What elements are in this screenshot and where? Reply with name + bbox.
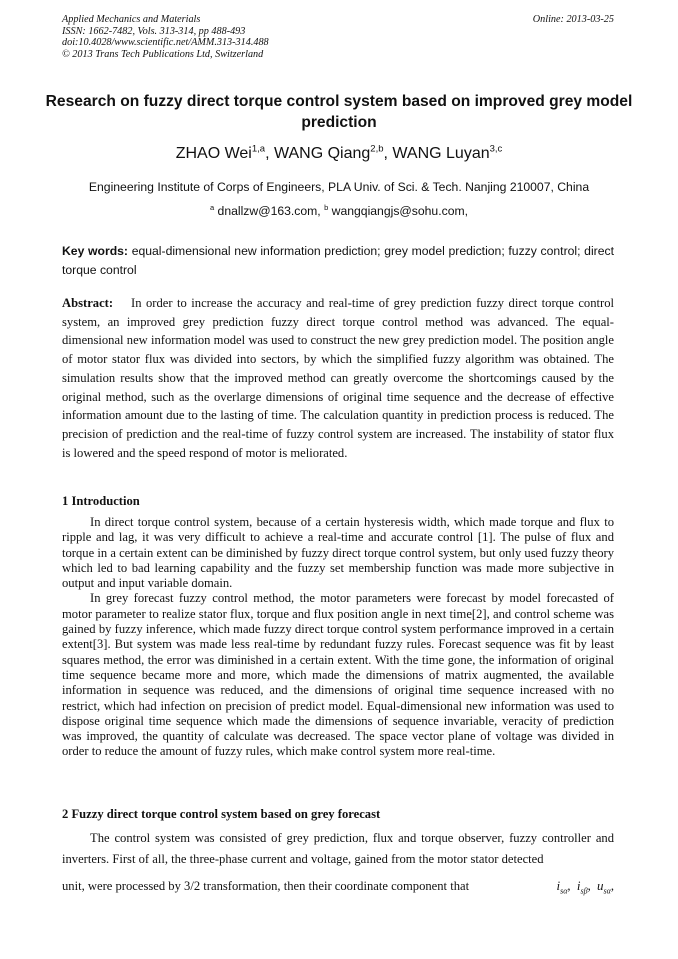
- paper-title: Research on fuzzy direct torque control system based on improved grey model prediction: [45, 93, 633, 131]
- author-affil-sup: 2,b: [370, 143, 384, 155]
- paragraph: In grey forecast fuzzy control method, the motor parameters were forecast by model forecasted of motor parameter to realize stator flux, torque and flux position angle in next time[2], and control scheme was gained by fuzzy inference, which made fuzzy direct torque control system performance improved in a certain extent[3]. But system was made less real-time by redundant fuzzy rules. Forecast sequence was fit by least squares method, the error was diminished in a certain extent. With the time gone, the information of original time sequence became more and more, which made the dimensions of matrix augmented, the available information in sequence was reduced, and the dimensions of original time sequence increased with no restrict, which had infection on precision of predict model. Equal-dimensional new information was used to dispose original time sequence which made the dimensions of sequence invariable, veracity of prediction was improved, the quantity of calculate was decreased. The space vector plane of voltage was divided in order to reduce the amount of fuzzy rules, which make control system more real-time.: [62, 591, 614, 759]
- journal-header: [62, 14, 614, 60]
- abstract-label: Abstract:: [62, 296, 114, 310]
- keywords-label: Key words:: [62, 244, 128, 258]
- math-symbol: [597, 878, 611, 896]
- math-symbol: [556, 878, 568, 896]
- author-affil-sup: 1,a: [251, 143, 266, 155]
- author-separator: ,: [383, 145, 393, 162]
- author-name: WANG Qiang: [273, 145, 371, 162]
- author-separator: ,: [265, 145, 274, 162]
- copyright-line: © 2013 Trans Tech Publications Ltd, Switzerland: [62, 48, 264, 60]
- email-sup: b: [324, 202, 329, 212]
- math-subscript: sβ: [580, 886, 588, 896]
- keywords: [62, 242, 614, 280]
- math-variables: $i_{s\alpha}$, $i_{s\beta}$, $u_{s\alpha}$,: [556, 878, 614, 896]
- math-base: u: [597, 878, 604, 893]
- paragraph: In direct torque control system, because of a certain hysteresis width, which made torque and flux to ripple and lag, it was very difficult to achieve a real-time and accurate control [1]. The pulse of flux and torque in a certain extent can be diminished by fuzzy direct torque control system, but only used fuzzy theory which led to bad learning capability and the fuzzy set membership function was made more subjective in output and input variable domain.: [62, 515, 614, 591]
- online-date: Online: 2013-03-25: [532, 14, 614, 25]
- math-subscript: sα: [560, 886, 568, 896]
- section-body: [62, 828, 614, 902]
- section-body: [62, 515, 614, 760]
- journal-name: Applied Mechanics and Materials: [62, 14, 201, 25]
- keywords-text: equal-dimensional new information prediction; grey model prediction; fuzzy control; direct torque control: [62, 244, 614, 277]
- email-address[interactable]: dnallzw@163.com,: [217, 204, 321, 218]
- paragraph-last-line: [62, 875, 614, 902]
- math-subscript: sα: [603, 886, 611, 896]
- author-name: ZHAO Wei: [175, 145, 252, 162]
- abstract: [62, 294, 614, 462]
- email-list: [40, 203, 638, 219]
- author-list: [40, 144, 638, 164]
- issn-line: ISSN: 1662-7482, Vols. 313-314, pp 488-493: [62, 25, 246, 37]
- paragraph-text: unit, were processed by 3/2 transformation, then their coordinate component that: [62, 879, 470, 893]
- section-heading: 2 Fuzzy direct torque control system based on grey forecast: [62, 807, 381, 821]
- author-affil-sup: 3,c: [489, 143, 503, 155]
- affiliation: Engineering Institute of Corps of Engineers, PLA Univ. of Sci. & Tech. Nanjing 210007, China: [88, 180, 590, 194]
- email-sup: a: [209, 202, 215, 212]
- paragraph: The control system was consisted of grey prediction, flux and torque observer, fuzzy controller and inverters. First of all, the three-phase current and voltage, gained from the motor stator detected: [62, 831, 614, 866]
- doi-line: doi:10.4028/www.scientific.net/AMM.313-314.488: [62, 37, 269, 48]
- email-address[interactable]: wangqiangjs@sohu.com,: [331, 204, 469, 218]
- math-base: i: [576, 878, 581, 893]
- math-base: i: [556, 878, 561, 893]
- author-name: WANG Luyan: [392, 145, 490, 162]
- section-heading: 1 Introduction: [62, 494, 140, 508]
- abstract-text: In order to increase the accuracy and real-time of grey prediction fuzzy direct torque control system, an improved grey prediction fuzzy direct torque control method was advanced. The equal-dimensional new information model was used to construct the new grey prediction model. The position angle of motor stator flux was divided into sectors, by which the simplified fuzzy algorithm was obtained. The simulation results show that the improved method can greatly overcome the shortcomings caused by the original method, such as the overlarge dimensions of original time sequence and the decrease of effective information amount due to the lasting of time. The calculation quantity in prediction process is reduced. The precision of prediction and the real-time of fuzzy control system are increased. The instability of stator flux is lowered and the speed respond of motor is meliorated.: [62, 296, 614, 460]
- math-symbol: [576, 878, 588, 896]
